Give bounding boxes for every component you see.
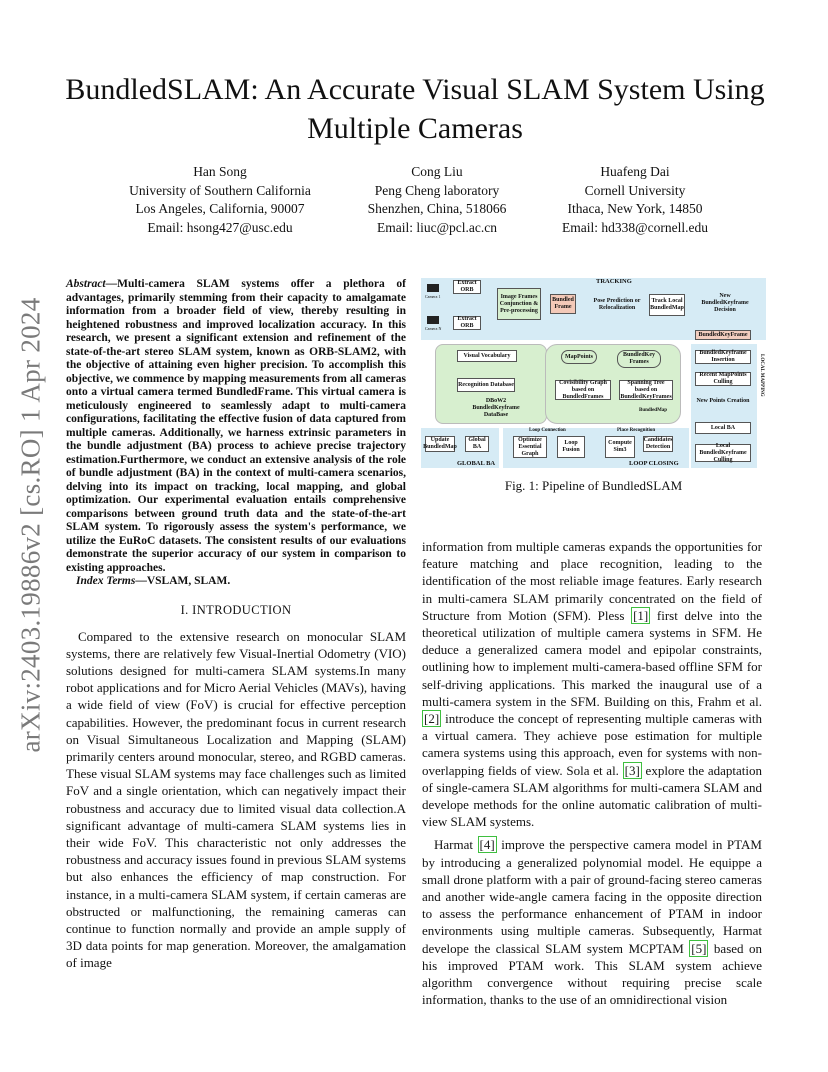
bundled-key-frames-box: BundledKey Frames [617, 350, 661, 368]
new-points-box: New Points Creation [696, 397, 750, 404]
text-run: Harmat [434, 837, 478, 853]
text-run: introduce the concept of representing multiple cameras with a virtual camera. They achieve pose estimation for multiple camera systems using this approach, even for systems with non-overlapping fields of view. Sola et al. [422, 711, 762, 778]
citation-link[interactable]: [2] [424, 711, 440, 727]
figure-caption: Fig. 1: Pipeline of BundledSLAM [504, 478, 683, 493]
bundled-keyframe-box: BundledKeyFrame [695, 330, 751, 340]
abstract-text: —Multi-camera SLAM systems offer a plethora of advantages, primarily stemming from their capacity to amalgamate information from a broader field of view, thereby resulting in heightened robustness and improved localization accuracy. In this research, we present a significant extension and refinement of the state-of-the-art stereo SLAM system, known as ORB-SLAM2, with the objective of attaining even higher precision. To accomplish this objective, we commence by mapping measurements from all cameras onto a virtual camera termed BundledFrame. This virtual camera is meticulously engineered to seamlessly adapt to multi-camera configurations, facilitating the effective fusion of data captured from multiple cameras. Additionally, we harness extrinsic parameters in the bundle adjustment (BA) process to achieve precise trajectory estimation.Furthermore, we conduct an extensive analysis of the role of bundle adjustment (BA) in the context of multi-camera scenarios, delving into its impact on tracking, local mapping, and global optimization. Our experimental evaluation entails comprehensive comparisons between ground truth data and the state-of-the-art SLAM system. To rigorously assess the system's performance, we utilize the EuRoC datasets. The consistent results of our evaluations demonstrate the superior accuracy of our system in comparison to existing approaches. [66, 278, 406, 574]
author-email: Email: hd338@cornell.edu [562, 219, 708, 235]
abstract [66, 278, 406, 575]
author-email: Email: liuc@pcl.ac.cn [376, 219, 497, 235]
loop-fusion-box: Loop Fusion [557, 436, 585, 458]
author-name: Cong Liu [411, 164, 463, 179]
citation-link[interactable]: [4] [479, 837, 495, 853]
right-column [422, 538, 762, 1014]
text-run: information from multiple cameras expands the opportunities for feature matching and place recognition, leading to the identification of the most reliable image features. Early research in multi-camera SLAM primarily concentrated on the field of Structure from Motion (SFM). Pless [422, 539, 762, 623]
pipeline-figure [421, 278, 766, 468]
right-paragraph-1 [422, 538, 762, 830]
global-ba-box: Global BA [465, 436, 489, 452]
camera-1-icon [427, 284, 439, 292]
track-local-map-box: Track Local BundledMap [649, 294, 685, 316]
candidates-detection-box: Candidates Detection [643, 437, 673, 450]
abstract-lead: Abstract [66, 278, 106, 290]
author-address: Shenzhen, China, 518066 [367, 201, 507, 216]
author-affiliation: University of Southern California [129, 182, 311, 198]
author-email: Email: hsong427@usc.edu [147, 219, 293, 235]
keyframe-culling-box: Local BundledKeyframe Culling [695, 444, 751, 462]
author-3 [520, 163, 750, 237]
extract-orb-1-box: Extract ORB [453, 280, 481, 294]
place-recognition-label: Place Recognition [617, 428, 656, 433]
author-name: Han Song [193, 164, 247, 179]
right-paragraph-2 [422, 836, 762, 1008]
mappoints-box: MapPoints [561, 350, 597, 364]
mappoints-culling-box: Recent MapPoints Culling [695, 372, 751, 386]
arxiv-sidebar [10, 290, 52, 760]
update-map-box: Update BundledMap [423, 437, 457, 450]
citation-link[interactable]: [1] [633, 607, 649, 623]
keyframe-insertion-box: BundledKeyframe Insertion [695, 350, 751, 364]
index-terms [66, 575, 406, 589]
intro-paragraph: Compared to the extensive research on monocular SLAM systems, there are relatively few Visual-Inertial Odometry (VIO) solutions designed for multi-camera SLAM systems.In many robot applications and for Micro Aerial Vehicles (MAVs), having a wide field of view (FoV) is crucial for effective perception capabilities. However, the predominant focus in current research on Visual Simultaneous Localization and Mapping (SLAM) primarily centers around monocular, stereo, and RGBD cameras. These visual SLAM systems may face challenges such as limited FoV and a single orientation, which can negatively impact their robustness and accuracy due to limited visual data collection.A significant advantage of multi-camera SLAM systems lies in their wide FoV. This characteristic not only addresses the robustness and accuracy issues found in previous SLAM systems but also enhances the efficiency of map construction. For instance, in a multi-camera SLAM system, if certain cameras are obstructed or malfunctioning, the remaining cameras can continue to function normally and provide an ample supply of 3D data points for map generation. Moreover, the amalgamation of image [66, 628, 406, 971]
compute-sim3-box: Compute Sim3 [605, 436, 635, 458]
pose-prediction-box: Pose Prediction or Relocalization [593, 298, 641, 311]
dbow2-box: DBoW2 BundledKeyframe DataBase [472, 397, 520, 418]
spanning-tree-box: Spanning Tree based on BundledKeyFrames [620, 379, 672, 400]
index-text: —VSLAM, SLAM. [135, 575, 231, 587]
index-lead: Index Terms [76, 575, 136, 587]
paper-title: BundledSLAM: An Accurate Visual SLAM System Using Multiple Cameras [65, 73, 765, 145]
arxiv-identifier: arXiv:2403.19886v2 [cs.RO] 1 Apr 2024 [15, 297, 46, 753]
text-run: improve the perspective camera model in PTAM by introducing a generalized polynomial model. He equippe a small drone platform with a pair of ground-facing stereo cameras and another wide-angle camera facing in the opposite direction to assess the performance enhancement of PTAM in indoor environments using multiple cameras. Subsequently, Harmat develope the classical SLAM system MCPTAM [422, 837, 762, 956]
optimize-graph-box: Optimize Essential Graph [513, 436, 547, 458]
bundledmap-label: BundledMap [639, 408, 668, 413]
author-address: Los Angeles, California, 90007 [135, 201, 305, 216]
covisibility-graph-box: Covisibility Graph based on BundledFrames [555, 380, 611, 400]
citation-link[interactable]: [3] [624, 762, 640, 778]
local-mapping-label: LOCAL MAPPING [759, 354, 764, 397]
extract-orb-n-box: Extract ORB [453, 316, 481, 330]
author-2 [322, 163, 552, 237]
global-ba-label: GLOBAL BA [457, 460, 496, 467]
text-run: explore the adaptation of single-camera SLAM algorithms for multi-camera SLAM and develope methods for the online automatic calibration of multi-view SLAM systems. [422, 762, 762, 830]
loop-connection-label: Loop Connection [529, 428, 566, 433]
author-affiliation: Cornell University [584, 182, 686, 198]
citation-link[interactable]: [5] [691, 940, 707, 956]
recognition-db-box: Recognition Database [457, 378, 515, 392]
text-run: based on his improved PTAM work. This SLAM system achieve algorithm convergence without requiring precise scale information, thanks to the use of an omnidirectional vision [422, 940, 762, 1008]
camera-1-label: Camera 1 [425, 294, 441, 299]
left-column [66, 278, 406, 978]
author-affiliation: Peng Cheng laboratory [374, 182, 500, 198]
author-1 [105, 163, 335, 237]
tracking-label: TRACKING [596, 278, 632, 285]
new-keyframe-decision-box: New BundledKeyframe Decision [701, 292, 749, 313]
author-address: Ithaca, New York, 14850 [567, 201, 703, 216]
text-run: first delve into the theoretical utilization of multiple camera systems in SFM. He deduce a generalized camera model and epipolar constraints, outlining how to implement multi-camera-based offline SFM for self-driving applications. This marked the inaugural use of a multi-camera system in the SFM. Building on this, Frahm et al. [422, 607, 762, 709]
section-heading: I. INTRODUCTION [180, 602, 292, 617]
camera-n-label: Camera N [425, 326, 442, 331]
local-ba-box: Local BA [695, 422, 751, 434]
camera-n-icon [427, 316, 439, 324]
visual-vocabulary-box: Visual Vocabulary [457, 350, 517, 362]
author-name: Huafeng Dai [600, 164, 670, 179]
conjunction-box: Image Frames Conjunction & Pre-processing [497, 288, 541, 320]
loop-closing-label: LOOP CLOSING [629, 460, 679, 467]
bundled-frame-box: Bundled Frame [550, 294, 576, 314]
